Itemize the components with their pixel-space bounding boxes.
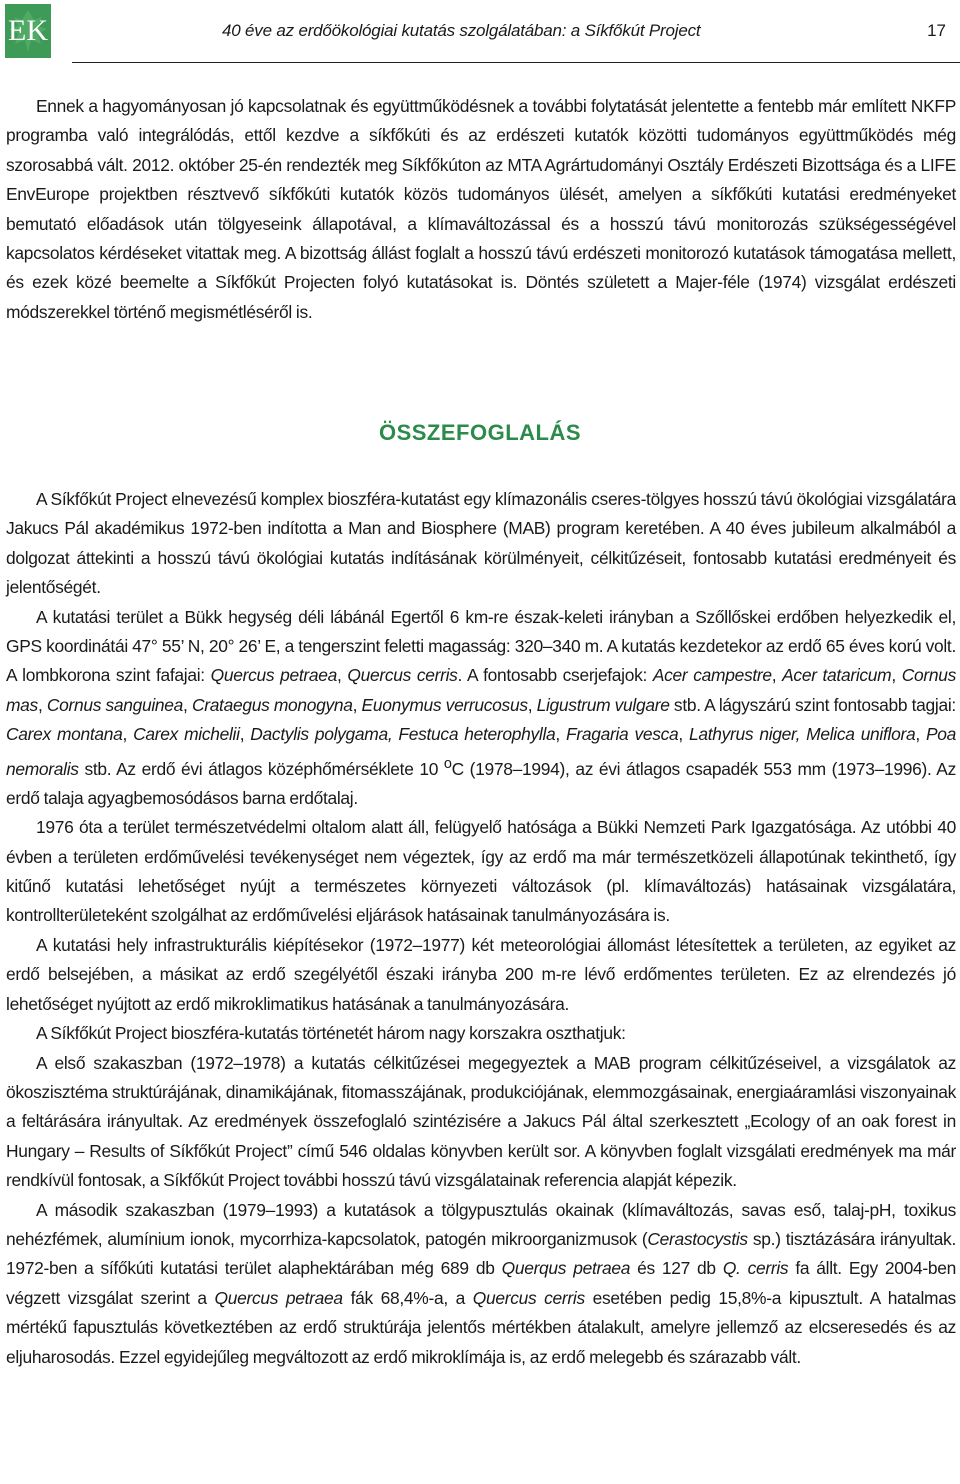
summary-paragraph-2: A kutatási terület a Bükk hegység déli lábánál Egertől 6 km-re észak-keleti irányban a Szőllőskei erdőben helyezkedik el, GPS koordinátái 47° 55’ N, 20° 26’ E, a tengerszint feletti magasság: 320–340 m. A kutatás kezdetekor az erdő 65 éves korú volt. A lombkorona szint fafajai: Quercus petraea, Quercus cerris. A fontosabb cserjefajok: Acer campestre, Acer tataricum, Cornus mas, Cornus sanguinea, Crataegus monogyna, Euonymus verrucosus, Ligustrum vulgare stb. A lágyszárú szint fontosabb tagjai: Carex montana, Carex michelii, Dactylis polygama, Festuca heterophylla, Fragaria vesca, Lathyrus niger, Melica uniflora, Poa nemoralis stb. Az erdő évi átlagos középhőmérséklete 10 $^o$C (1978–1994), az évi átlagos csapadék 553 mm (1973–1996). Az erdő talaja agyagbemosódásos barna erdőtalaj. <box>6 606 956 808</box>
summary-paragraph-3: 1976 óta a terület természetvédelmi oltalom alatt áll, felügyelő hatósága a Bükki Nemzeti Park Igazgatósága. Az utóbbi 40 évben a területen erdőművelési tevékenységet nem végeztek, így az erdő ma már természetközeli állapotúnak tekinthető, így kitűnő kutatási lehetőséget nyújt a természetes környezeti változások (pl. klímaváltozás) hatásainak vizsgálatára, kontrollterületeként szolgálhat az erdőművelési eljárások hatásainak tanulmányozására is. <box>6 817 956 926</box>
running-title: 40 éve az erdőökológiai kutatás szolgálatában: a Síkfőkút Project <box>222 21 701 40</box>
summary-paragraph-6: A első szakaszban (1972–1978) a kutatás célkitűzései megegyeztek a MAB program célkitűzéseivel, a vizsgálatok az ökoszisztéma struktúrájának, dinamikájának, fitomasszájának, produkciójának, elemmozgásainak, energiaáramlási viszonyainak a feltárására irányultak. Az eredmények összefoglaló szintézisére a Jakucs Pál által szerkesztett „Ecology of an oak forest in Hungary – Results of Síkfőkút Project” című 546 oldalas könyvben került sor. A könyvben foglalt vizsgálati eredmények ma már rendkívül fontosak, a Síkfőkút Project további hosszú távú vizsgálatainak referencia alapját képezik. <box>6 1052 956 1191</box>
section-heading: ÖSSZEFOGLALÁS <box>378 420 582 445</box>
svg-text:EK: EK <box>8 14 48 47</box>
summary-section <box>6 485 956 1372</box>
summary-paragraph-4: A kutatási hely infrastrukturális kiépítésekor (1972–1977) két meteorológiai állomást létesítettek a területen, az egyiket az erdő belsejében, a másikat az erdő szegélyétől északi irányba 200 m-re lévő erdőmentes területen. Ez az elrendezés jó lehetőséget nyújtott az erdő mikroklimatikus hatásának a tanulmányozására. <box>6 934 956 1014</box>
intro-section <box>6 92 956 327</box>
header-rule <box>72 62 960 63</box>
page-number: 17 <box>927 21 946 40</box>
summary-paragraph-5: A Síkfőkút Project bioszféra-kutatás történetét három nagy korszakra oszthatjuk: <box>36 1023 626 1044</box>
intro-paragraph-1: Ennek a hagyományosan jó kapcsolatnak és együttműködésnek a további folytatását jelentette a fentebb már említett NKFP programba való integrálódás, ettől kezdve a síkfőkúti és az erdészeti kutatók közötti tudományos együttműködés még szorosabbá vált. 2012. október 25-én rendezték meg Síkfőkúton az MTA Agrártudományi Osztály Erdészeti Bizottsága és a LIFE EnvEurope projektben résztvevő síkfőkúti kutatók közös tudományos ülését, amelyen a síkfőkúti kutatási eredményeket bemutató előadások után tölgyeseink állapotával, a klímaváltozással és a hosszú távú monitorozás szükségességével kapcsolatos kérdéseket vitattak meg. A bizottság állást foglalt a hosszú távú erdészeti monitorozó kutatások támogatása mellett, és ezek közé beemelte a Síkfőkút Projecten folyó kutatásokat is. Döntés született a Majer-féle (1974) vizsgálat erdészeti módszerekkel történő megismétléséről is. <box>6 96 956 322</box>
ek-logo <box>5 4 51 58</box>
summary-paragraph-1: A Síkfőkút Project elnevezésű komplex bioszféra-kutatást egy klímazonális cseres-tölgyes hosszú távú ökológiai vizsgálatára Jakucs Pál akadémikus 1972-ben indította a Man and Biosphere (MAB) program keretében. A 40 éves jubileum alkalmából a dolgozat áttekinti a hosszú távú ökológiai kutatás indításának körülményeit, célkitűzéseit, fontosabb kutatási eredményeit és jelentőségét. <box>6 489 956 598</box>
page-header <box>0 0 960 62</box>
summary-paragraph-7: A második szakaszban (1979–1993) a kutatások a tölgypusztulás okainak (klímaváltozás, savas eső, talaj-pH, toxikus nehézfémek, alumínium ionok, mycorrhiza-kapcsolatok, patogén mikroorganizmusok (Cerastocystis sp.) tisztázására irányultak. 1972-ben a sífőkúti kutatási terület alaphektárában még 689 db Querqus petraea és 127 db Q. cerris fa állt. Egy 2004-ben végzett vizsgálat szerint a Quercus petraea fák 68,4%-a, a Quercus cerris esetében pedig 15,8%-a kipusztult. A hatalmas mértékű fapusztulás következtében az erdő struktúrája jelentős mértékben átalakult, amelyre jellemző az elcseresedés és az eljuharosodás. Ezzel egyidejűleg megváltozott az erdő mikroklímája is, az erdő melegebb és szárazabb vált. <box>6 1199 957 1367</box>
